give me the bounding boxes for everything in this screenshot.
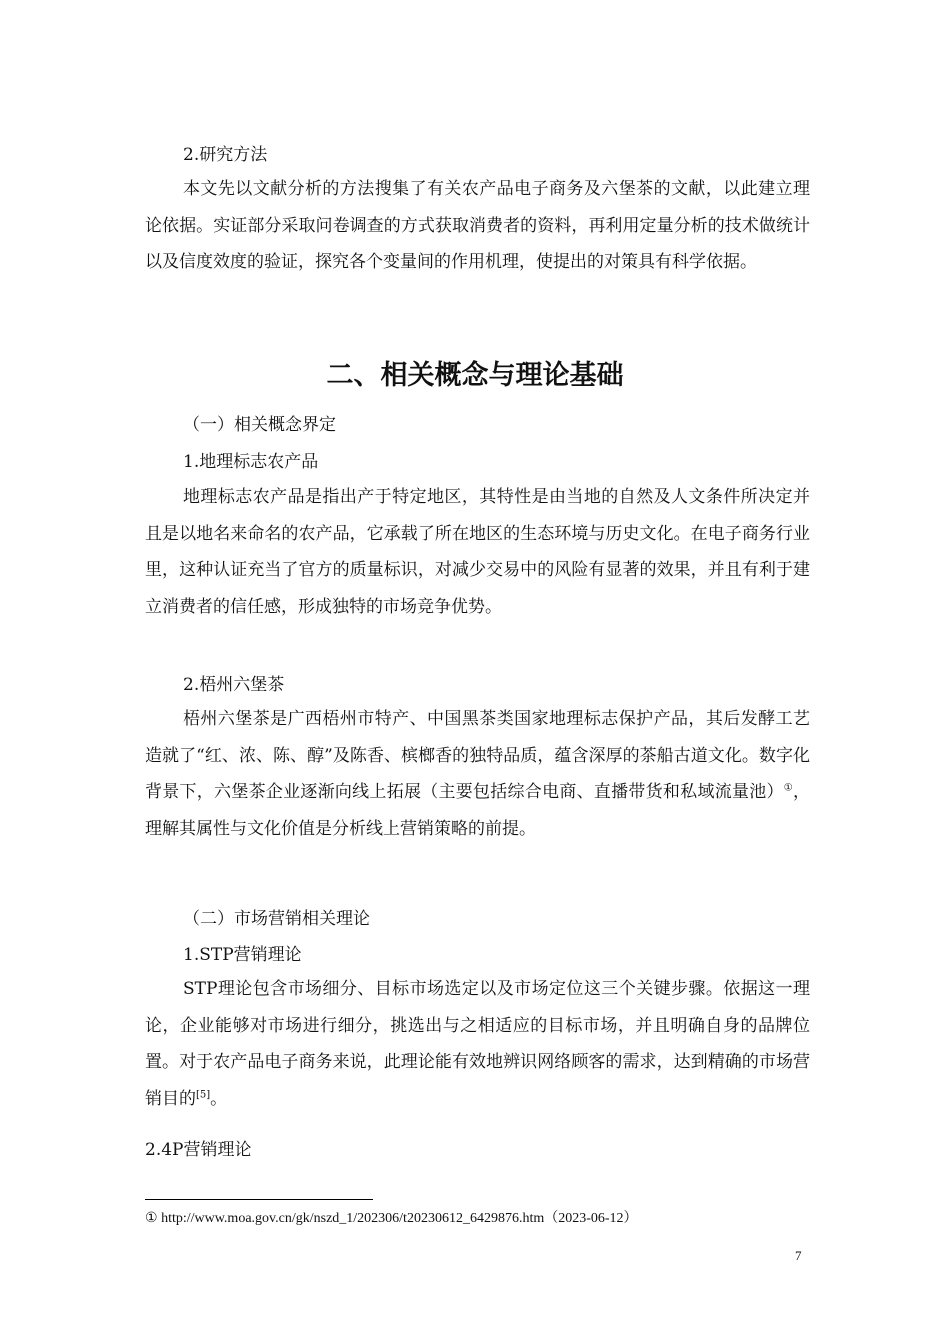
heading-geo-products: 1.地理标志农产品 [183, 452, 319, 472]
paragraph-text [145, 971, 810, 1117]
footnote-text: http://www.moa.gov.cn/gk/nszd_1/202306/t20230612_6429876.htm（2023-06-12） [161, 1211, 638, 1226]
stp-theory-paragraph [145, 971, 810, 1117]
paragraph-text-part: STP理论包含市场细分、目标市场选定以及市场定位这三个关键步骤。依据这一理论，企业能够对市场进行细分，挑选出与之相适应的目标市场，并且明确自身的品牌位置。对于农产品电子商务来说，此理论能有效地辨识网络顾客的需求，达到精确的市场营销目的 [145, 979, 810, 1109]
paragraph-text: 地理标志农产品是指出产于特定地区，其特性是由当地的自然及人文条件所决定并且是以地名来命名的农产品，它承载了所在地区的生态环境与历史文化。在电子商务行业里，这种认证充当了官方的质量标识，对减少交易中的风险有显著的效果，并且有利于建立消费者的信任感，形成独特的市场竞争优势。 [145, 487, 810, 617]
subsection-heading-marketing-theory: （二）市场营销相关理论 [183, 909, 370, 929]
geo-products-paragraph [145, 479, 810, 625]
subsection-heading-concepts: （一）相关概念界定 [183, 415, 336, 435]
research-method-paragraph [145, 171, 810, 281]
heading-liubao-tea: 2.梧州六堡茶 [183, 675, 285, 695]
liubao-tea-paragraph [145, 701, 810, 847]
section-heading-research-method: 2.研究方法 [183, 145, 268, 165]
paragraph-text-part: 梧州六堡茶是广西梧州市特产、中国黑茶类国家地理标志保护产品，其后发酵工艺造就了“红、浓、陈、醇”及陈香、槟榔香的独特品质，蕴含深厚的茶船古道文化。数字化背景下，六堡茶企业逐渐向线上拓展（主要包括综合电商、直播带货和私域流量池） [145, 709, 810, 802]
paragraph-text-part: ，理解其属性与文化价值是分析线上营销策略的前提。 [145, 782, 810, 839]
footnote-mark: ① [145, 1211, 158, 1226]
paragraph-text: 本文先以文献分析的方法搜集了有关农产品电子商务及六堡茶的文献，以此建立理论依据。实证部分采取问卷调查的方式获取消费者的资料，再利用定量分析的技术做统计以及信度效度的验证，探究各个变量间的作用机理，使提出的对策具有科学依据。 [145, 179, 810, 272]
citation-marker: [5] [196, 1088, 211, 1100]
chapter-title: 二、相关概念与理论基础 [326, 360, 624, 391]
page-number: 7 [795, 1248, 802, 1263]
paragraph-text [145, 701, 810, 847]
paragraph-text-part: 。 [210, 1088, 228, 1109]
heading-4p-theory: 2.4P营销理论 [145, 1140, 252, 1160]
footnote [145, 1209, 638, 1229]
heading-stp-theory: 1.STP营销理论 [183, 945, 302, 965]
footnote-marker: ① [783, 782, 793, 794]
footnote-separator [145, 1199, 373, 1200]
